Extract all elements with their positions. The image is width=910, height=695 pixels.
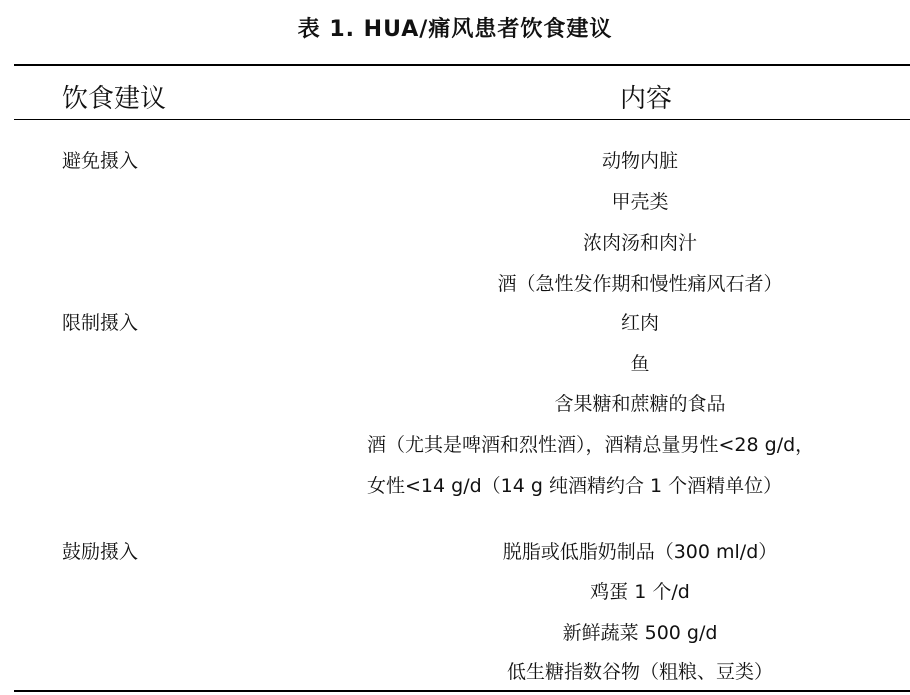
list-item: 酒（尤其是啤酒和烈性酒），酒精总量男性<28 g/d， [367, 434, 815, 456]
list-item: 鱼 [630, 353, 650, 375]
list-item: 酒（急性发作期和慢性痛风石者） [497, 273, 783, 295]
list-item: 红肉 [620, 312, 659, 334]
header-rule [14, 119, 910, 120]
list-item: 含果糖和蔗糖的食品 [554, 393, 726, 415]
table-bottom-rule [14, 690, 910, 692]
list-item: 甲壳类 [611, 191, 669, 213]
list-item: 脱脂或低脂奶制品（300 ml/d） [502, 541, 778, 563]
list-item: 动物内脏 [601, 150, 678, 172]
category-encourage: 鼓励摄入 [62, 541, 139, 563]
category-avoid: 避免摄入 [62, 150, 139, 172]
header-content: 内容 [620, 84, 673, 114]
list-item: 女性<14 g/d（14 g 纯酒精约合 1 个酒精单位） [367, 475, 783, 497]
list-item: 鸡蛋 1 个/d [590, 581, 690, 603]
category-limit: 限制摄入 [62, 312, 139, 334]
list-item: 低生糖指数谷物（粗粮、豆类） [506, 661, 773, 683]
table-top-rule [14, 64, 910, 66]
list-item: 浓肉汤和肉汁 [582, 232, 697, 254]
table-title: 表 1. HUA/痛风患者饮食建议 [297, 17, 613, 42]
header-diet-advice: 饮食建议 [62, 84, 167, 114]
list-item: 新鲜蔬菜 500 g/d [562, 622, 718, 644]
